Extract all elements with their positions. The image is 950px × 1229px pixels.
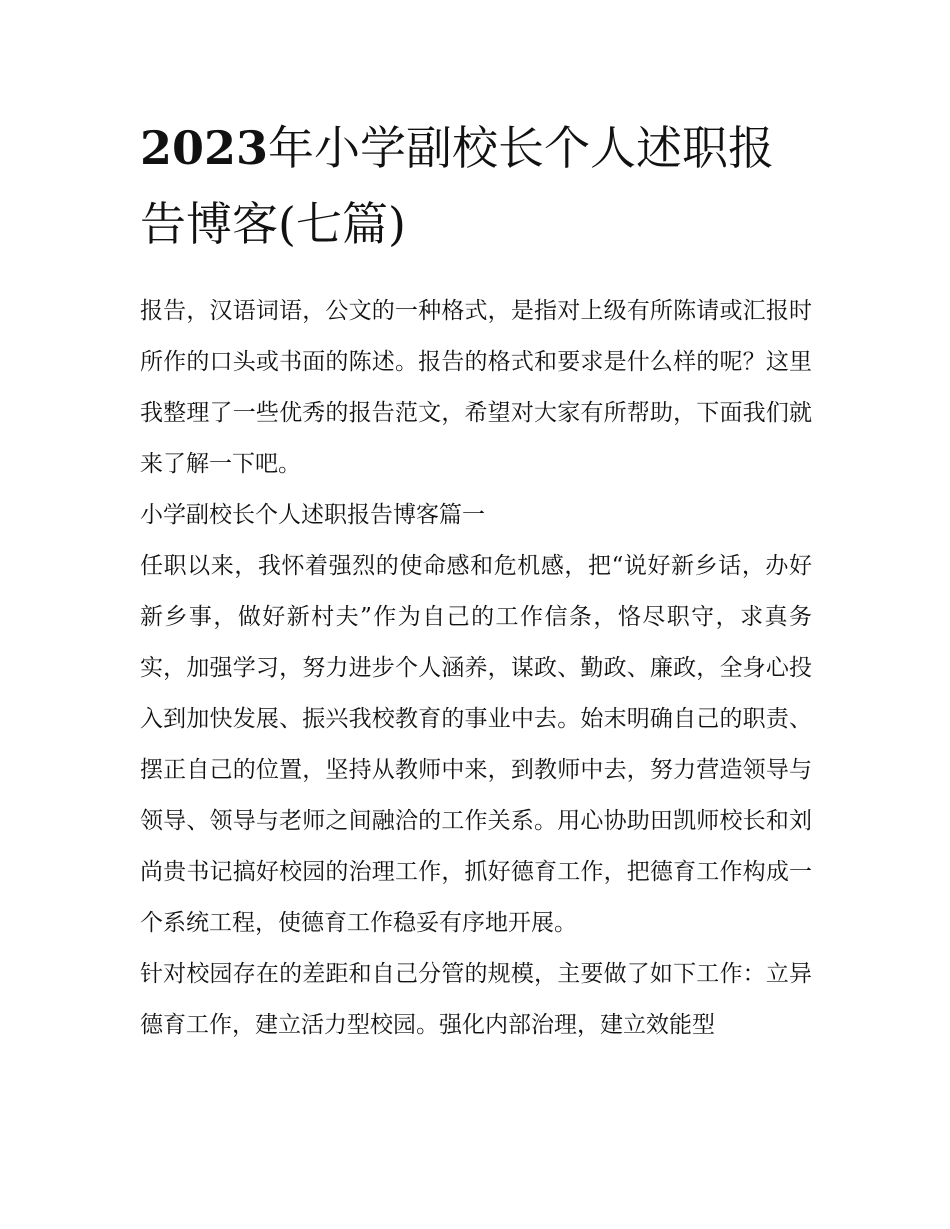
- title-year: 2023: [140, 121, 269, 175]
- document-title: [140, 110, 812, 262]
- body-paragraph-2: 针对校园存在的差距和自己分管的规模，主要做了如下工作：立异德育工作，建立活力型校园。强化内部治理，建立效能型: [140, 961, 812, 1038]
- document-page: [140, 110, 812, 1051]
- title-text: 年小学副校长个人述职报告博客(七篇): [140, 121, 775, 251]
- body-paragraph-1: 任职以来，我怀着强烈的使命感和危机感，把“说好新乡话，办好新乡事，做好新村夫”作为自己的工作信条，恪尽职守，求真务实，加强学习，努力进步个人涵养，谋政、勤政、廉政，全身心投入到加快发展、振兴我校教育的事业中去。始末明确自己的职责、摆正自己的位置，坚持从教师中来，到教师中去，努力营造领导与领导、领导与老师之间融洽的工作关系。用心协助田凯师校长和刘尚贵书记搞好校园的治理工作，抓好德育工作，把德育工作构成一个系统工程，使德育工作稳妥有序地开展。: [140, 553, 812, 936]
- section-heading: 小学副校长个人述职报告博客篇一: [140, 502, 485, 528]
- intro-paragraph: 报告，汉语词语，公文的一种格式，是指对上级有所陈请或汇报时所作的口头或书面的陈述。报告的格式和要求是什么样的呢？这里我整理了一些优秀的报告范文，希望对大家有所帮助，下面我们就来了解一下吧。: [140, 298, 812, 477]
